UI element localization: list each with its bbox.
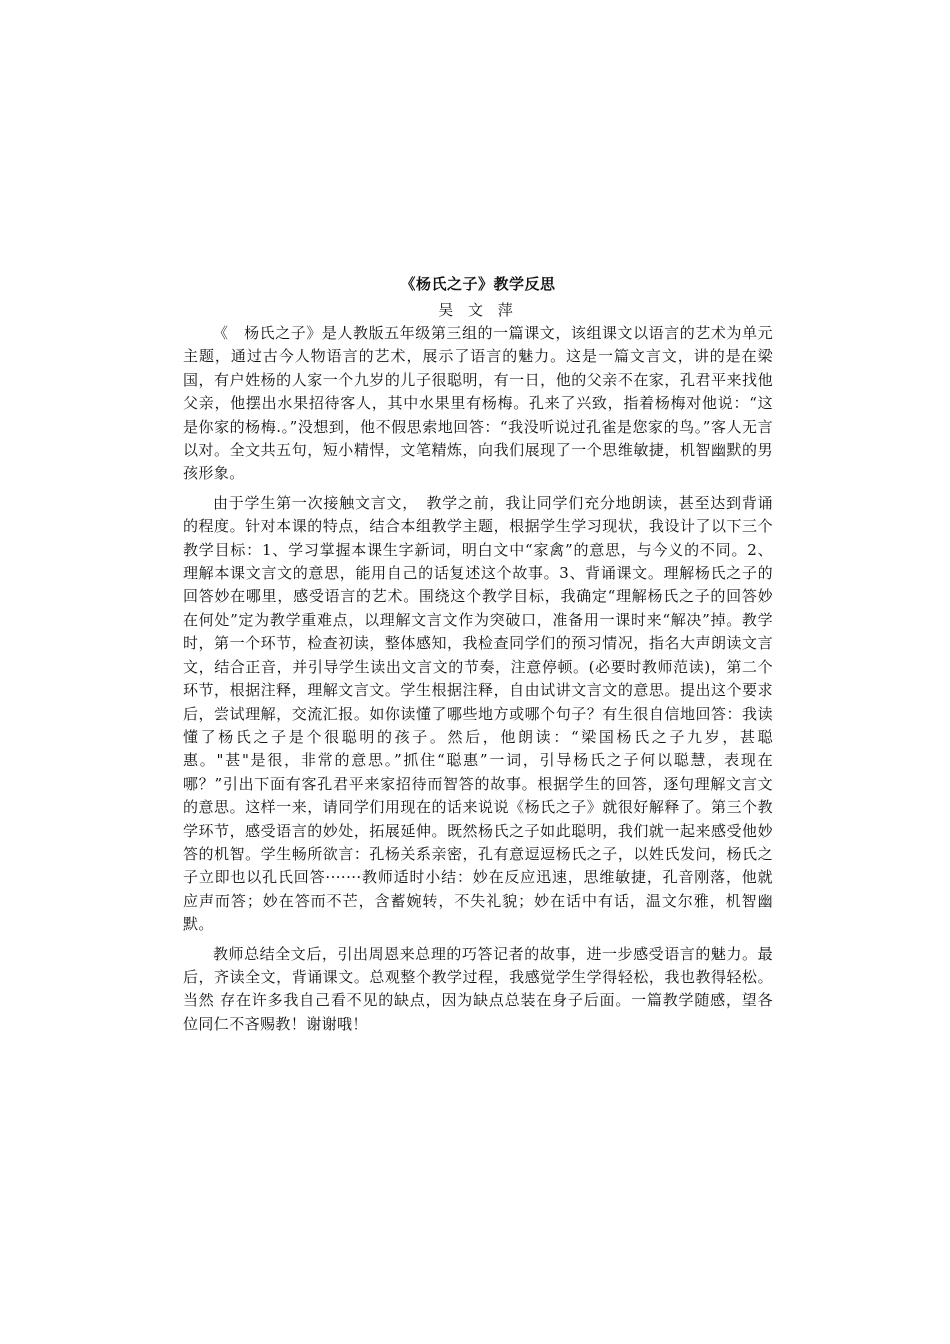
paragraph-intro: 《 杨氏之子》是人教版五年级第三组的一篇课文，该组课文以语言的艺术为单元主题，通过古今人物语言的艺术，展示了语言的魅力。这是一篇文言文，讲的是在梁国，有户姓杨的人家一个九岁的儿子很聪明，有一日，他的父亲不在家，孔君平来找他父亲，他摆出水果招待客人，其中水果里有杨梅。孔来了兴致，指着杨梅对他说：“这是你家的杨梅.。”没想到，他不假思索地回答：“我没听说过孔雀是您家的鸟。”客人无言以对。全文共五句，短小精悍，文笔精炼，向我们展现了一个思维敏捷，机智幽默的男孩形象。 (183, 324, 773, 483)
paragraph-conclusion: 教师总结全文后，引出周恩来总理的巧答记者的故事，进一步感受语言的魅力。最后，齐读全文，背诵课文。总观整个教学过程，我感觉学生学得轻松，我也教得轻松。当然 存在许多我自己看不见的缺点，因为缺点总装在身子后面。一篇教学随感，望各位同仁不吝赐教！谢谢哦！ (183, 944, 773, 1033)
document-title: 《杨氏之子》教学反思 (400, 275, 556, 293)
paragraph-teaching-process: 由于学生第一次接触文言文， 教学之前，我让同学们充分地朗读，甚至达到背诵的程度。针对本课的特点，结合本组教学主题，根据学生学习现状，我设计了以下三个教学目标：1、学习掌握本课生字新词，明白文中“家禽”的意思，与今义的不同。2、理解本课文言文的意思，能用自己的话复述这个故事。3、背诵课文。理解杨氏之子的回答妙在哪里，感受语言的艺术。围绕这个教学目标，我确定“理解杨氏之子的回答妙在何处”定为教学重难点，以理解文言文作为突破口，准备用一课时来“解决”掉。教学时，第一个环节，检查初读，整体感知，我检查同学们的预习情况，指名大声朗读文言文，结合正音，并引导学生读出文言文的节奏，注意停顿。(必要时教师范读)，第二个环节，根据注释，理解文言文。学生根据注释，自由试讲文言文的意思。提出这个要求后，尝试理解，交流汇报。如你读懂了哪些地方或哪个句子？有生很自信地回答：我读懂了杨氏之子是个很聪明的孩子。然后，他朗读：“梁国杨氏之子九岁，甚聪惠。"甚"是很，非常的意思。”抓住“聪惠”一词，引导杨氏之子何以聪慧，表现在哪？”引出下面有客孔君平来家招待而智答的故事。根据学生的回答，逐句理解文言文的意思。这样一来，请同学们用现在的话来说说《杨氏之子》就很好解释了。第三个教学环节，感受语言的妙处，拓展延伸。既然杨氏之子如此聪明，我们就一起来感受他妙答的机智。学生畅所欲言：孔杨关系亲密，孔有意逗逗杨氏之子，以姓氏发问，杨氏之子立即也以孔氏回答·······教师适时小结：妙在反应迅速，思维敏捷，孔音刚落，他就应声而答；妙在答而不芒，含蓄婉转，不失礼貌；妙在话中有话，温文尔雅，机智幽默。 (183, 493, 773, 934)
document-body (183, 270, 773, 1036)
document-author: 吴 文 萍 (438, 301, 518, 319)
